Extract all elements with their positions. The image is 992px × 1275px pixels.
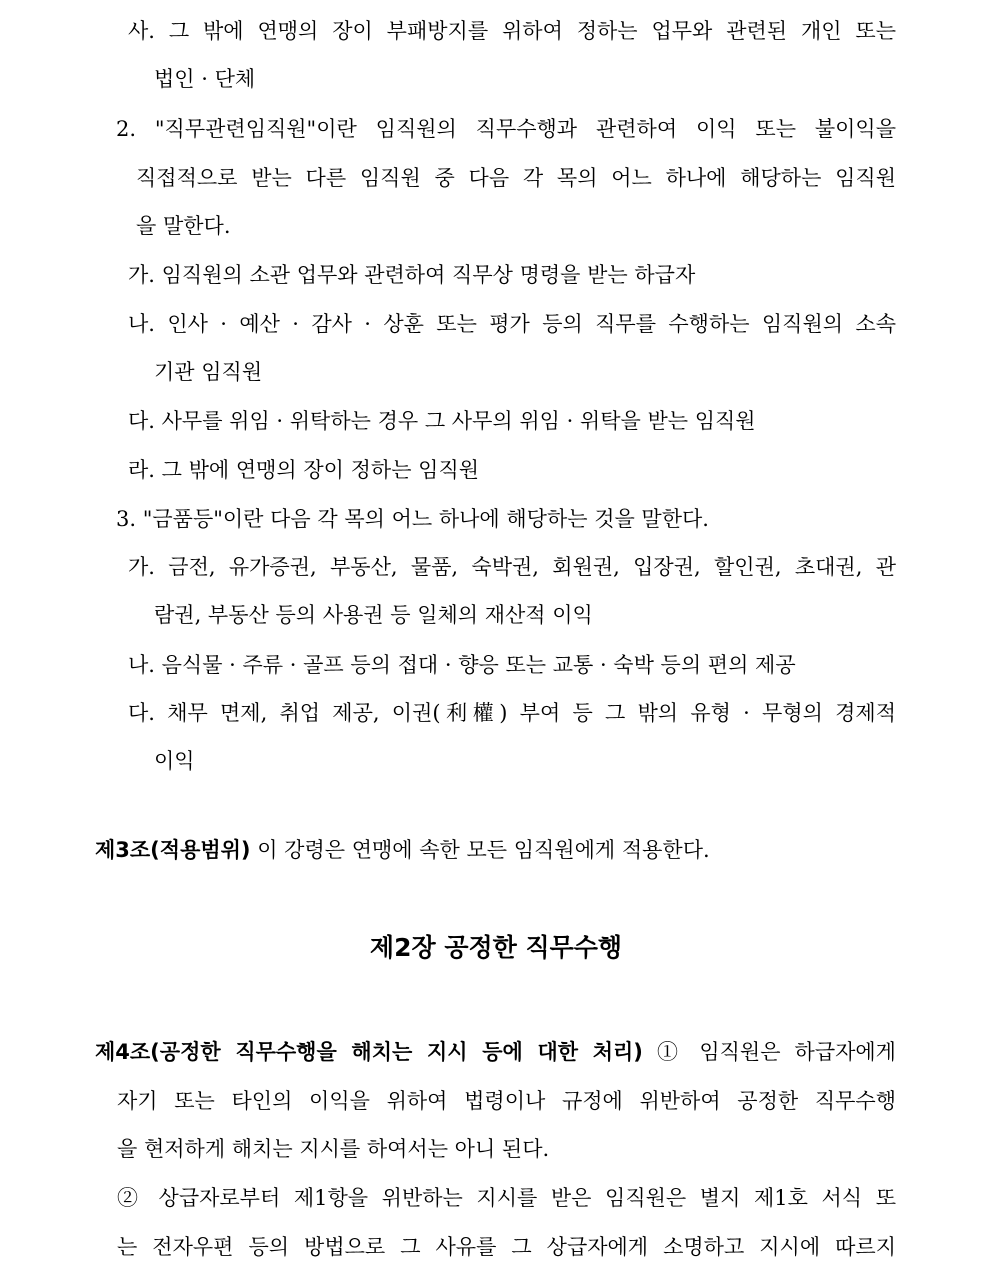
article-4-line1 (95, 1037, 896, 1067)
chapter-2-title: 제2장 공정한 직무수행 (369, 933, 623, 962)
article-3-text: 이 강령은 연맹에 속한 모든 임직원에게 적용한다. (257, 838, 710, 862)
definition-3-line1: 3. "금품등"이란 다음 각 목의 어느 하나에 해당하는 것을 말한다. (116, 507, 709, 531)
definition-2-line2: 직접적으로 받는 다른 임직원 중 다음 각 목의 어느 하나에 해당하는 임직원 (136, 166, 896, 190)
definition-2-item-na-line2: 기관 임직원 (154, 360, 263, 384)
definition-3-item-na: 나. 음식물 · 주류 · 골프 등의 접대 · 향응 또는 교통 · 숙박 등의 편의 제공 (128, 653, 796, 677)
article-4-para1-line3: 을 현저하게 해치는 지시를 하여서는 아니 된다. (117, 1137, 550, 1161)
article-4-para2-line2: 는 전자우편 등의 방법으로 그 사유를 그 상급자에게 소명하고 지시에 따르지 (117, 1235, 896, 1259)
definition-3-item-da-line1: 다. 채무 면제, 취업 제공, 이권(利權) 부여 등 그 밖의 유형 · 무형의 경제적 (128, 701, 896, 725)
definition-3-item-ga-line2: 람권, 부동산 등의 사용권 등 일체의 재산적 이익 (154, 603, 593, 627)
definition-2-item-da: 다. 사무를 위임 · 위탁하는 경우 그 사무의 위임 · 위탁을 받는 임직원 (128, 409, 756, 433)
definition-2-line3: 을 말한다. (136, 214, 231, 238)
article-4-para1-line2: 자기 또는 타인의 이익을 위하여 법령이나 규정에 위반하여 공정한 직무수행 (117, 1089, 896, 1113)
item-sa-line2: 법인 · 단체 (154, 67, 256, 91)
item-sa-line1: 사. 그 밖에 연맹의 장이 부패방지를 위하여 정하는 업무와 관련된 개인 또는 (128, 19, 896, 43)
definition-2-item-ga: 가. 임직원의 소관 업무와 관련하여 직무상 명령을 받는 하급자 (128, 263, 696, 287)
article-4-para2-line1: ② 상급자로부터 제1항을 위반하는 지시를 받은 임직원은 별지 제1호 서식 또 (117, 1186, 896, 1210)
article-3-heading: 제3조(적용범위) (95, 838, 251, 862)
definition-2-line1: 2. "직무관련임직원"이란 임직원의 직무수행과 관련하여 이익 또는 불이익을 (116, 117, 896, 141)
definition-3-item-ga-line1: 가. 금전, 유가증권, 부동산, 물품, 숙박권, 회원권, 입장권, 할인권, 초대권, 관 (128, 555, 896, 579)
definition-3-item-da-line2: 이익 (154, 749, 195, 773)
definition-2-item-ra: 라. 그 밖에 연맹의 장이 정하는 임직원 (128, 458, 480, 482)
article-4-para1-start: ① 임직원은 하급자에게 (656, 1040, 896, 1064)
article-4-heading: 제4조(공정한 직무수행을 해치는 지시 등에 대한 처리) (95, 1040, 643, 1064)
article-3 (95, 835, 710, 865)
definition-2-item-na-line1: 나. 인사 · 예산 · 감사 · 상훈 또는 평가 등의 직무를 수행하는 임직원의 소속 (128, 312, 896, 336)
